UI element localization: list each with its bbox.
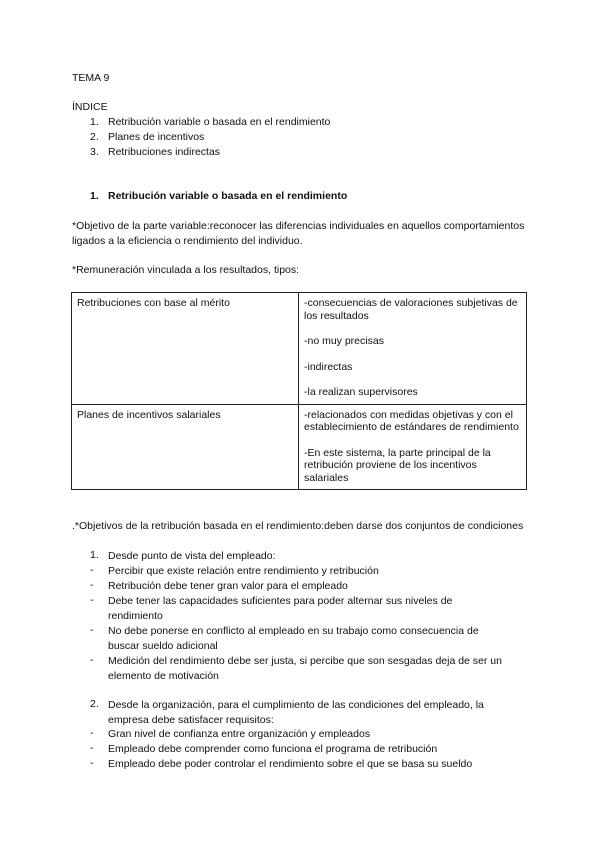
table-row xyxy=(72,293,527,405)
bullet-dash: - xyxy=(90,624,94,636)
page-title: TEMA 9 xyxy=(72,72,110,84)
detail-line: -la realizan supervisores xyxy=(304,386,418,398)
bullet-dash: - xyxy=(90,742,94,754)
detail-line: -En este sistema, la parte principal de la retribución proviene de los incentivos salariales xyxy=(304,446,491,484)
index-num: 1. xyxy=(90,116,99,128)
objective-paragraph: *Objetivo de la parte variable:reconocer las diferencias individuales en aquellos comportamientos ligados a la eficiencia o rendimiento del individuo. xyxy=(72,220,525,247)
employee-item: Medición del rendimiento debe ser justa, si percibe que son sesgadas deja de ser un elemento de motivación xyxy=(108,655,502,682)
table-cell-type: Retribuciones con base al mérito xyxy=(72,293,299,405)
bullet-dash: - xyxy=(90,727,94,739)
detail-line: -consecuencias de valoraciones subjetivas de los resultados xyxy=(304,297,518,322)
table-cell-type: Planes de incentivos salariales xyxy=(72,404,299,490)
index-item: Planes de incentivos xyxy=(108,131,205,143)
employee-item: No debe ponerse en conflicto al empleado en su trabajo como consecuencia de buscar sueldo adicional xyxy=(108,625,479,652)
index-item: Retribuciones indirectas xyxy=(108,146,221,158)
employee-item: Debe tener las capacidades suficientes para poder alternar sus niveles de rendimiento xyxy=(108,595,453,622)
index-num: 2. xyxy=(90,131,99,143)
remuneration-paragraph: *Remuneración vinculada a los resultados, tipos: xyxy=(72,264,300,276)
organization-item: Empleado debe comprender como funciona el programa de retribución xyxy=(108,743,438,755)
table-cell-details xyxy=(299,404,527,490)
bullet-dash: - xyxy=(90,564,94,576)
employee-item: Percibir que existe relación entre rendimiento y retribución xyxy=(108,565,379,577)
detail-line: -no muy precisas xyxy=(304,335,384,347)
bullet-dash: - xyxy=(90,757,94,769)
index-item: Retribución variable o basada en el rendimiento xyxy=(108,116,331,128)
remuneration-table xyxy=(71,292,527,490)
organization-title: Desde la organización, para el cumplimiento de las condiciones del empleado, la empresa debe satisfacer requisitos: xyxy=(108,699,484,726)
bullet-dash: - xyxy=(90,579,94,591)
organization-number: 2. xyxy=(90,698,99,710)
employee-number: 1. xyxy=(90,549,99,561)
table-cell-details xyxy=(299,293,527,405)
detail-line: -indirectas xyxy=(304,360,353,373)
bullet-dash: - xyxy=(90,654,94,666)
section-heading: Retribución variable o basada en el rendimiento xyxy=(108,190,348,202)
organization-item: Empleado debe poder controlar el rendimiento sobre el que se basa su sueldo xyxy=(108,758,473,770)
objectives-intro: .*Objetivos de la retribución basada en el rendimiento:deben darse dos conjuntos de condiciones xyxy=(72,520,524,532)
employee-title: Desde punto de vista del empleado: xyxy=(108,550,276,562)
employee-item: Retribución debe tener gran valor para el empleado xyxy=(108,580,348,592)
detail-line: -relacionados con medidas objetivas y con el establecimiento de estándares de rendimiento xyxy=(304,408,519,433)
index-heading: ÍNDICE xyxy=(72,101,108,113)
section-number: 1. xyxy=(90,190,99,202)
bullet-dash: - xyxy=(90,594,94,606)
index-num: 3. xyxy=(90,146,99,158)
organization-item: Gran nivel de confianza entre organización y empleados xyxy=(108,728,371,740)
table-row xyxy=(72,404,527,490)
